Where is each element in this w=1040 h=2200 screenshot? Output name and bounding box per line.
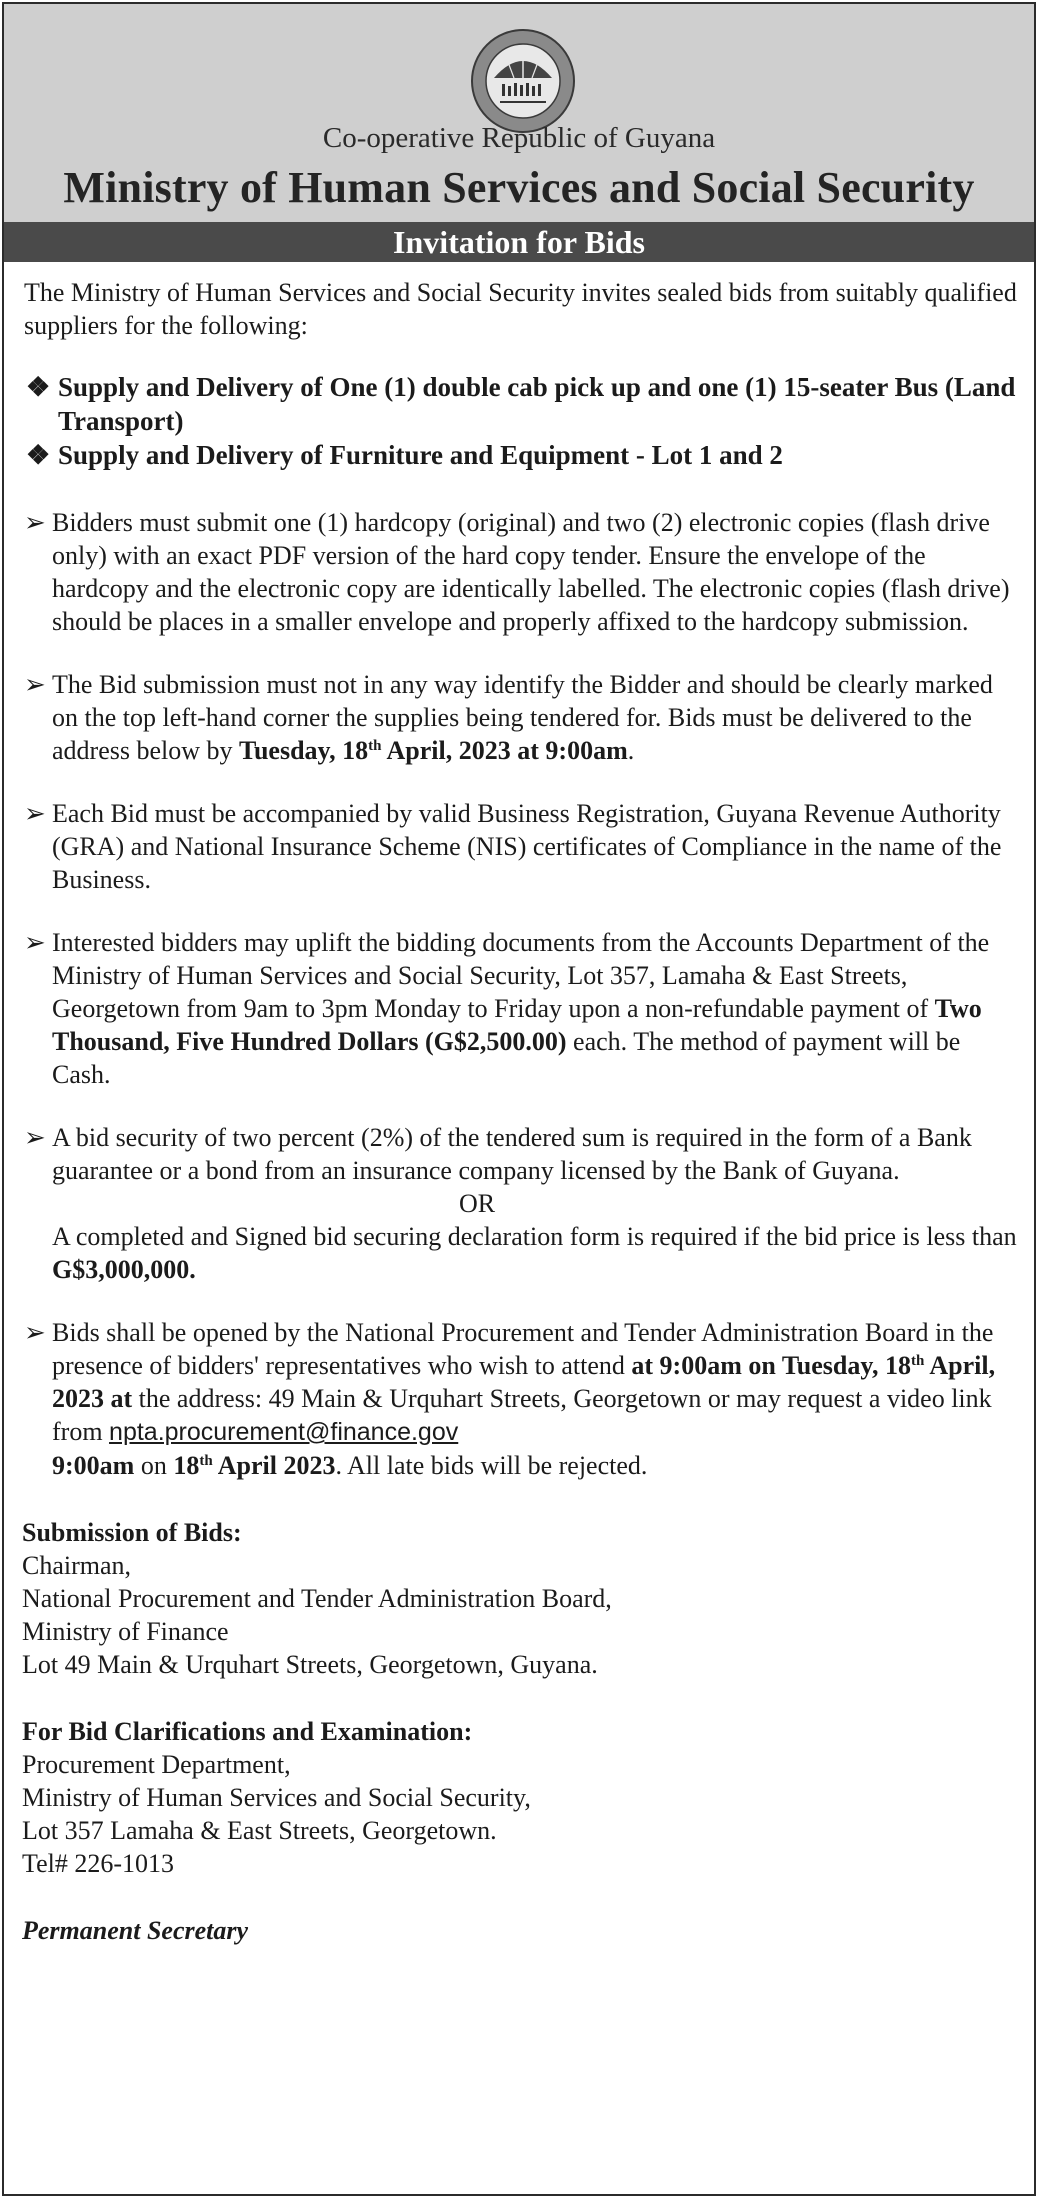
invitation-banner: Invitation for Bids [4,222,1034,262]
republic-name: Co-operative Republic of Guyana [322,122,716,154]
list-item: ❖ Supply and Delivery of Furniture and Equipment - Lot 1 and 2 [26,440,783,470]
header [4,4,1034,222]
diamond-bullet-icon: ❖ [26,372,51,402]
address-line: Ministry of Finance [22,1617,229,1646]
address-line: Ministry of Human Services and Social Security, [22,1783,531,1812]
address-line: Lot 49 Main & Urquhart Streets, Georgetown, Guyana. [22,1650,598,1679]
signature: Permanent Secretary [22,1916,249,1945]
instruction-bid-security: ➢ A bid security of two percent (2%) of the tendered sum is required in the form of a Bank guarantee or a bond from an insurance company licensed by the Bank of Guyana. OR A completed and Signed bid securing declaration form is required if the bid price is less than G$3,000,000. [22,1121,1022,1286]
declaration-text: A completed and Signed bid securing declaration form is required if the bid price is less than G$3,000,000. [52,1222,1017,1284]
clarification-heading: For Bid Clarifications and Examination: [22,1717,473,1746]
arrow-bullet-icon: ➢ [24,799,46,828]
address-line: Procurement Department, [22,1750,291,1779]
arrow-bullet-icon: ➢ [24,508,46,537]
address-line: Lot 357 Lamaha & East Streets, Georgetown. [22,1816,497,1845]
arrow-bullet-icon: ➢ [24,670,46,699]
arrow-bullet-icon: ➢ [24,1123,46,1152]
clarification-address [22,1715,1022,1880]
address-line: National Procurement and Tender Administration Board, [22,1584,612,1613]
ministry-seal-icon [470,28,576,134]
instruction-compliance: ➢ Each Bid must be accompanied by valid Business Registration, Guyana Revenue Authority (GRA) and National Insurance Scheme (NIS) certificates of Compliance in the name of the Business. [24,799,1002,894]
address-line: Chairman, [22,1551,132,1580]
instruction-documents: ➢ Interested bidders may uplift the bidding documents from the Accounts Department of the Ministry of Human Services and Social Security, Lot 357, Lamaha & East Streets, Georgetown from 9am to 3pm Monday to Friday upon a non-refundable payment of Two Thousand, Five Hundred Dollars (G$2,500.00) each. The method of payment will be Cash. [24,928,990,1089]
phone-number: Tel# 226-1013 [22,1849,174,1878]
or-separator: OR [458,1189,496,1218]
submission-address [22,1516,1022,1681]
body [22,276,1022,1947]
list-item: ❖ Supply and Delivery of One (1) double cab pick up and one (1) 15-seater Bus (Land Transport) [26,372,1016,436]
email-link[interactable]: npta.procurement@finance.gov [109,1418,459,1446]
arrow-bullet-icon: ➢ [24,928,46,957]
instruction-bid-opening: ➢ Bids shall be opened by the National Procurement and Tender Administration Board in the presence of bidders' representatives who wish to attend at 9:00am on Tuesday, 18th April, 2023 at the address: 49 Main & Urquhart Streets, Georgetown or may request a video link from npta.procurement@finance.gov 9:00am on 18th April 2023. All late bids will be rejected. [24,1318,996,1480]
items-list [22,370,1022,472]
advertisement-frame [2,2,1036,2196]
submission-heading: Submission of Bids: [22,1518,242,1547]
instruction-bid-deadline: ➢ The Bid submission must not in any way identify the Bidder and should be clearly marked on the top left-hand corner the supplies being tendered for. Bids must be delivered to the address below by Tuesday, 18th April, 2023 at 9:00am. [24,670,993,765]
arrow-bullet-icon: ➢ [24,1318,46,1347]
diamond-bullet-icon: ❖ [26,440,51,470]
ministry-name: Ministry of Human Services and Social Security [63,163,975,212]
instruction-submission-copies: ➢ Bidders must submit one (1) hardcopy (original) and two (2) electronic copies (flash drive only) with an exact PDF version of the hard copy tender. Ensure the envelope of the hardcopy and the electronic copy are identically labelled. The electronic copies (flash drive) should be places in a smaller envelope and properly affixed to the hardcopy submission. [24,508,1010,636]
intro-text: The Ministry of Human Services and Social Security invites sealed bids from suitably qualified suppliers for the following: [24,278,1017,340]
